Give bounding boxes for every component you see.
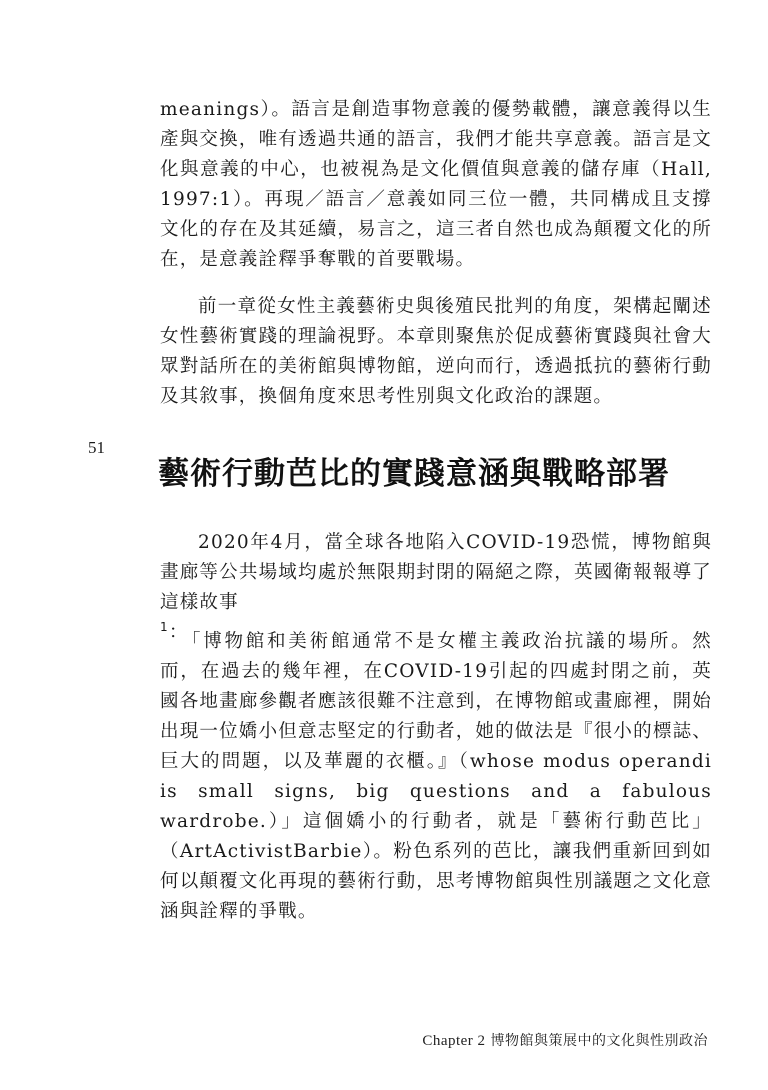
- paragraph-3-end: ：: [168, 622, 189, 643]
- page-number: 51: [88, 438, 105, 457]
- section-title: 藝術行動芭比的實踐意涵與戰略部署: [158, 456, 670, 492]
- footnote-marker[interactable]: 1: [160, 619, 169, 634]
- block-quote-paragraph: 「博物館和美術館通常不是女權主義政治抗議的場所。然而，在過去的幾年裡，在COVID-19引起的四處封閉之前，英國各地畫廊參觀者應該很難不注意到，在博物館或畫廊裡，開始出現一位嬌小但意志堅定的行動者，她的做法是『很小的標誌、巨大的問題，以及華麗的衣櫃。』（whose modus operandi is small signs, big questions and a fabulous wardrobe.）」這個嬌小的行動者，就是「藝術行動芭比」（ArtActivistBarbie）。粉色系列的芭比，讓我們重新回到如何以顛覆文化再現的藝術行動，思考博物館與性別議題之文化意涵與詮釋的爭戰。: [160, 631, 712, 922]
- running-footer: [422, 1030, 708, 1050]
- footer-chapter-title: 博物館與策展中的文化與性別政治: [490, 1033, 708, 1049]
- footer-chapter-label: Chapter 2: [422, 1033, 486, 1049]
- paragraph-3-text: 2020年4月，當全球各地陷入COVID-19恐慌，博物館與畫廊等公共場域均處於無限期封閉的隔絕之際，英國衛報報導了這樣故事: [160, 532, 712, 613]
- body-paragraph-2: 前一章從女性主義藝術史與後殖民批判的角度，架構起闡述女性藝術實踐的理論視野。本章則聚焦於促成藝術實踐與社會大眾對話所在的美術館與博物館，逆向而行，透過抵抗的藝術行動及其敘事，換個角度來思考性別與文化政治的課題。: [160, 296, 712, 407]
- body-paragraph-1: meanings）。語言是創造事物意義的優勢載體，讓意義得以生產與交換，唯有透過共通的語言，我們才能共享意義。語言是文化與意義的中心，也被視為是文化價值與意義的儲存庫（Hall, 1997:1）。再現／語言／意義如同三位一體，共同構成且支撐文化的存在及其延續，易言之，這三者自然也成為顛覆文化的所在，是意義詮釋爭奪戰的首要戰場。: [160, 99, 712, 270]
